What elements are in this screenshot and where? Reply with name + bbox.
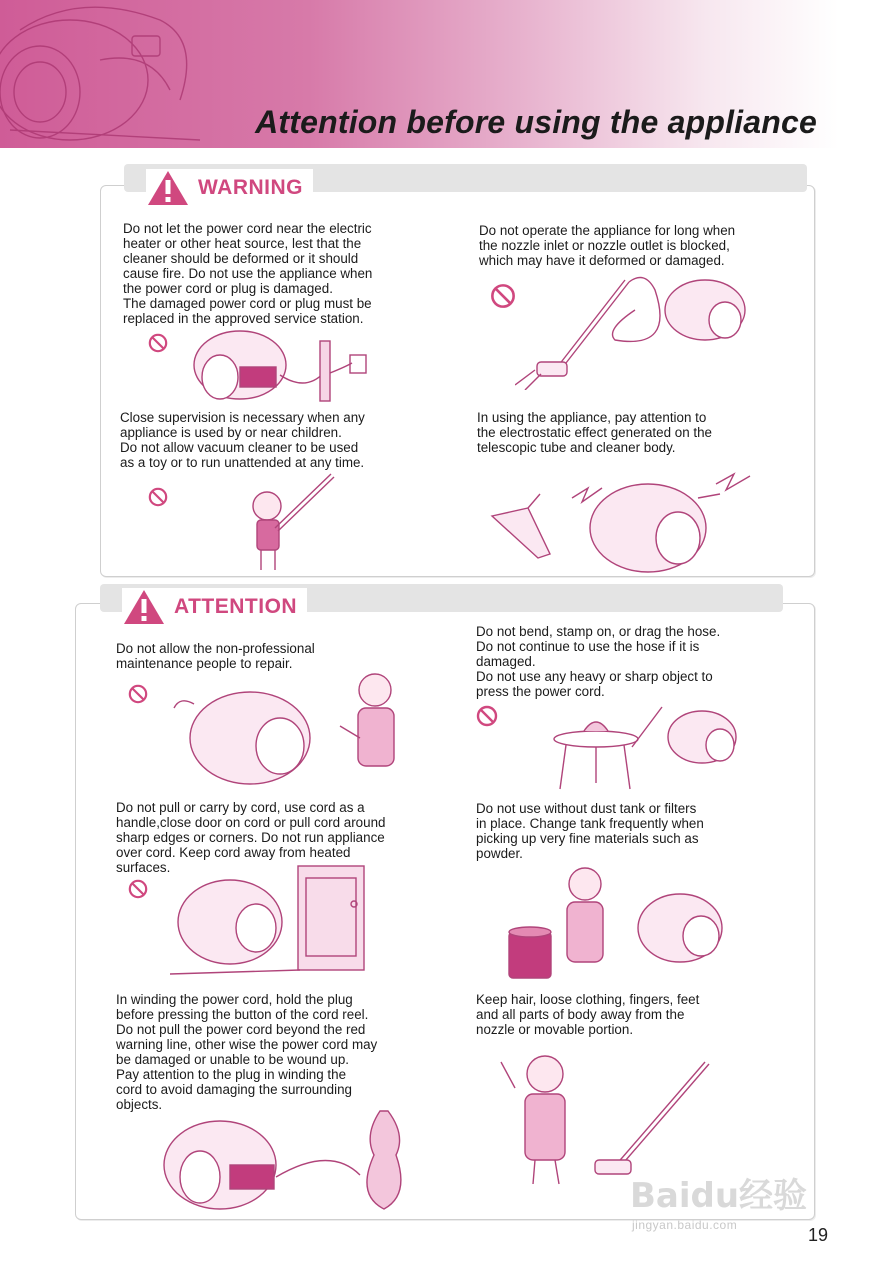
page-number: 19 (808, 1225, 829, 1245)
attention-item-2: Do not bend, stamp on, or drag the hose. Do not continue to use the hose if it is damaged. Do not use any heavy or sharp object to press the power cord. (476, 624, 721, 699)
attention-item-3: Do not pull or carry by cord, use cord as a handle,close door on cord or pull cord around sharp edges or corners. Do not run appliance over cord. Keep cord away from heated surfaces. (116, 800, 386, 875)
prohibited-icon (128, 879, 148, 899)
warning-item-4: In using the appliance, pay attention to the electrostatic effect generated on the telescopic tube and cleaner body. (477, 410, 712, 455)
girl-emptying-tank-illustration (505, 862, 730, 982)
attention-item-4: Do not use without dust tank or filters in place. Change tank frequently when picking up very fine materials such as powder. (476, 801, 704, 861)
vacuum-cord-and-vase-illustration (160, 1105, 410, 1215)
electrostatic-vacuum-illustration (488, 458, 768, 573)
vacuum-and-girl-repair-illustration (170, 668, 420, 793)
warning-triangle-icon (146, 169, 190, 207)
warning-heading-label: WARNING (198, 176, 303, 199)
child-with-vacuum-tube-illustration (245, 470, 345, 575)
warning-item-2: Do not operate the appliance for long when the nozzle inlet or nozzle outlet is blocked, which may have it deformed or damaged. (479, 223, 736, 268)
girl-and-vacuum-nozzle-illustration (495, 1048, 720, 1188)
page-title: Attention before using the appliance (255, 104, 817, 140)
prohibited-icon (148, 487, 168, 507)
prohibited-icon (148, 333, 168, 353)
header-banner (0, 0, 883, 148)
prohibited-icon (490, 283, 516, 309)
attention-item-1: Do not allow the non-professional maintenance people to repair. (116, 641, 315, 671)
vacuum-cleaner-illustration (0, 0, 230, 148)
prohibited-icon (476, 705, 498, 727)
prohibited-icon (128, 684, 148, 704)
warning-item-1: Do not let the power cord near the electric heater or other heat source, lest that the cleaner should be deformed or it should cause fire. Do not use the appliance when the power cord or plug is damaged. The damaged power cord or plug must be replaced in the approved service station. (123, 221, 373, 326)
warning-heading (146, 169, 313, 207)
attention-item-6: Keep hair, loose clothing, fingers, feet and all parts of body away from the nozzle or movable portion. (476, 992, 700, 1037)
attention-heading (122, 588, 307, 626)
attention-item-5: In winding the power cord, hold the plug before pressing the button of the cord reel. Do not pull the power cord beyond the red warning line, other wise the power cord may be damaged or unable to be wound up. Pay attention to the plug in winding the cord to avoid damaging the surrounding objects. (116, 992, 378, 1112)
warning-triangle-icon (122, 588, 166, 626)
vacuum-near-socket-illustration (190, 325, 380, 405)
warning-item-3: Close supervision is necessary when any appliance is used by or near children. Do not allow vacuum cleaner to be used as a toy or to run unattended at any time. (120, 410, 365, 470)
vacuum-blocked-nozzle-illustration (515, 270, 765, 390)
watermark-url: jingyan.baidu.com (632, 1218, 738, 1232)
watermark-brand: Baidu经验 (630, 1176, 808, 1216)
vacuum-cord-in-door-illustration (170, 862, 370, 982)
vacuum-hose-under-stool-illustration (552, 703, 742, 793)
attention-heading-label: ATTENTION (174, 595, 298, 618)
